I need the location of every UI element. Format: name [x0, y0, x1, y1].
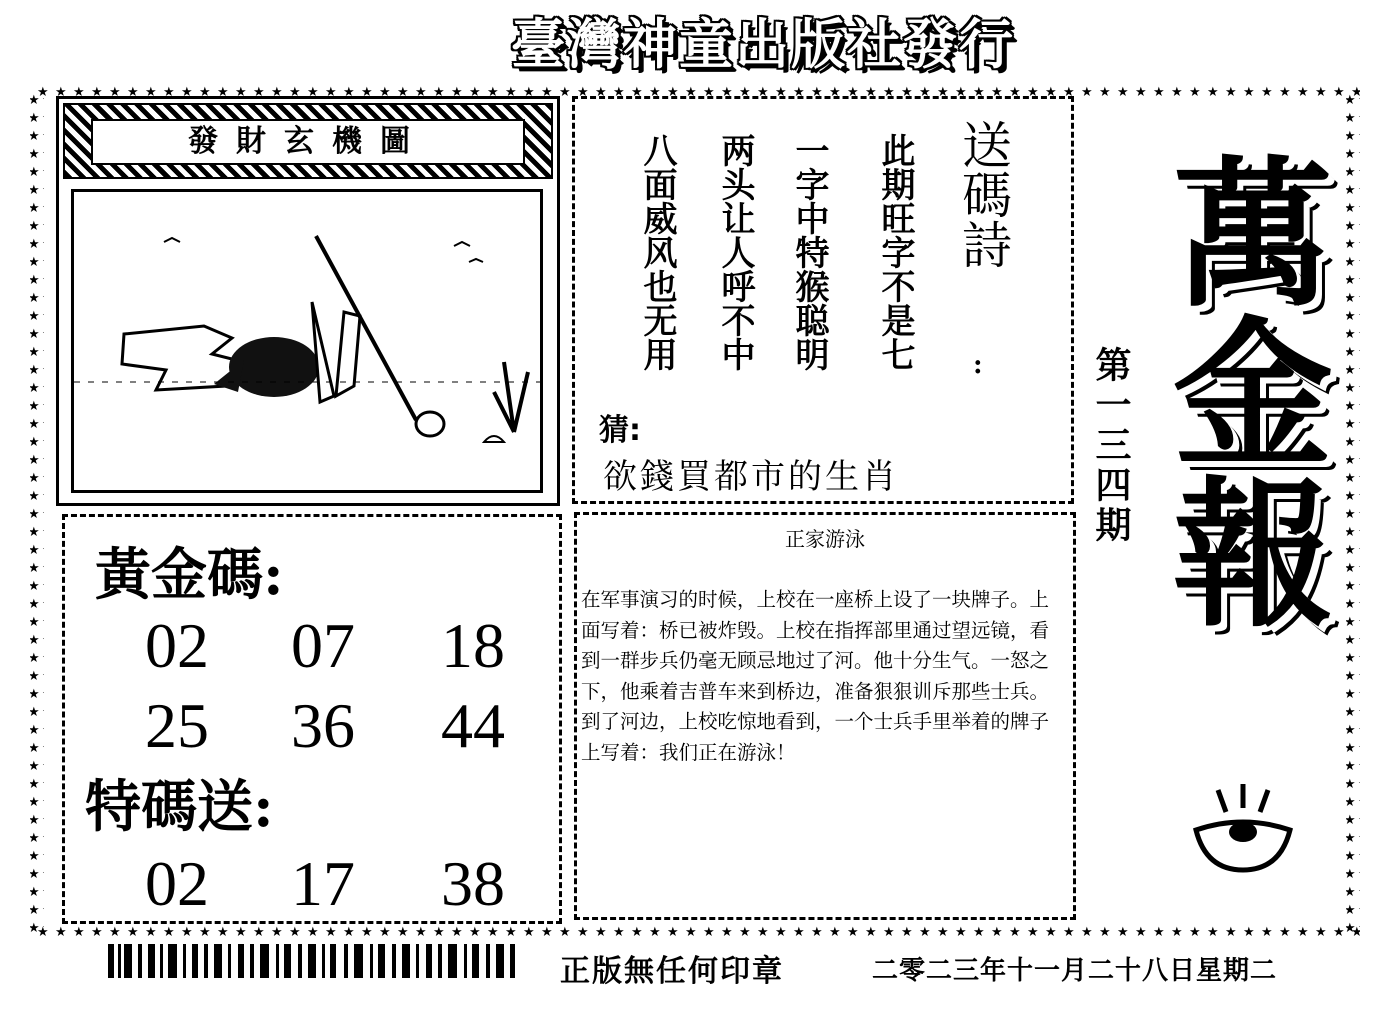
gold-number: 07 — [291, 610, 355, 681]
footer-notice: 正版無任何印章 — [560, 954, 784, 989]
special-number: 38 — [441, 848, 505, 919]
gold-number: 44 — [441, 690, 505, 761]
illustration — [71, 189, 543, 493]
special-label: 特碼送: — [85, 774, 274, 840]
gold-label: 黃金碼: — [95, 542, 284, 608]
joke-title: 正家游泳 — [785, 527, 865, 551]
gold-ingot-icon — [1188, 780, 1298, 880]
joke-panel — [574, 512, 1076, 920]
fishing-pig-illustration — [74, 192, 540, 490]
colon-mark: : — [973, 350, 983, 380]
gold-number: 25 — [145, 690, 209, 761]
footer-date: 二零二三年十一月二十八日星期二 — [872, 956, 1278, 986]
poem-panel — [572, 96, 1074, 504]
gold-panel — [62, 514, 562, 924]
special-number: 17 — [291, 848, 355, 919]
gold-number: 18 — [441, 610, 505, 681]
publisher-title: 臺灣神童出版社發行 — [511, 13, 1015, 76]
image-panel-title: 發財玄機圖 — [91, 119, 525, 165]
barcode-icon — [108, 942, 528, 982]
title-frame — [63, 103, 553, 179]
gold-number: 36 — [291, 690, 355, 761]
gold-number: 02 — [145, 610, 209, 681]
brand-title: 萬金報 — [1146, 150, 1334, 630]
poem-line-4: 八面威风也无用 — [637, 133, 677, 371]
poem-line-1: 此期旺字不是七 — [875, 133, 915, 371]
poem-line-3: 两头让人呼不中 — [715, 133, 755, 371]
special-number: 02 — [145, 848, 209, 919]
image-panel — [56, 96, 560, 506]
poem-heading: 送碼詩 — [954, 119, 1012, 269]
poem-line-2: 一字中特猴聪明 — [789, 133, 829, 371]
guess-label: 猜: — [599, 413, 641, 448]
joke-text: 在军事演习的时候，上校在一座桥上设了一块牌子。上面写着：桥已被炸毁。上校在指挥部里通过望远镜，看到一群步兵仍毫无顾忌地过了河。他十分生气。一怒之下，他乘着吉普车来到桥边，准备狠狠训斥那些士兵。到了河边，上校吃惊地看到，一个士兵手里举着的牌子上写着：我们正在游泳！ — [581, 588, 1050, 764]
guess-text: 欲錢買都市的生肖 — [603, 457, 899, 497]
issue-number: 第一三四期 — [1090, 346, 1131, 546]
